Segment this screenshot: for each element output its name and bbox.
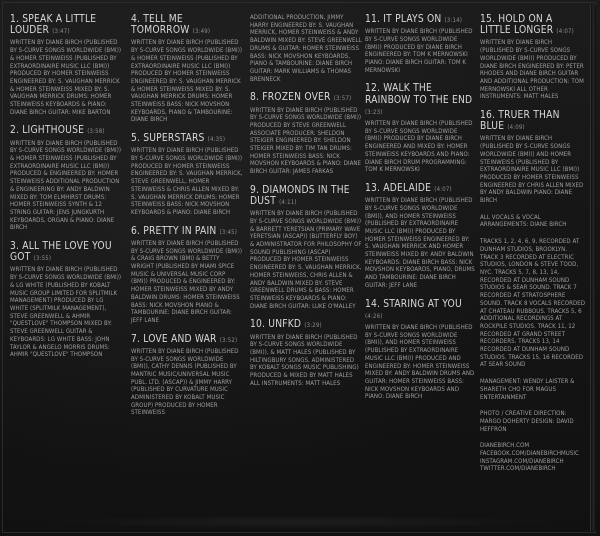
track-credits: WRITTEN BY DIANE BIRCH (PUBLISHED BY S-CURVE SONGS WORLDWIDE (BMI)) & HOMER STEINWEISS (PUBLISHED BY EXTRAORDINAIRE MUSIC LLC (BMI)) PRODUCED BY HOMER STEINWEISS ENGINEERED BY: S. VAUGHAN MERRICK & HOMER STEINWEISS MIXED BY: S. VAUGHAN MERRICK DRUMS: HOMER STEINWEISS KEYBOARDS & PIANO: DIANE BIRCH GUITAR: MIKE BARTON bbox=[10, 39, 122, 116]
credits-column-4 bbox=[365, 14, 475, 410]
track-entry bbox=[365, 14, 475, 74]
web-links: DIANEBIRCH.COM FACEBOOK.COM/DIANEBIRCHMUSIC INSTAGRAM.COM/DIANEBIRCH TWITTER.COM/DIANEBIRCH bbox=[480, 442, 579, 473]
credits-column-2 bbox=[131, 14, 243, 426]
track-title-text: 9. DIAMONDS IN THE DUST bbox=[250, 184, 350, 208]
management-credits: MANAGEMENT: WENDY LAISTER & SHARETH CHO FOR MAGUS ENTERTAINMENT bbox=[480, 378, 575, 401]
track-duration: (3:45) bbox=[219, 228, 238, 236]
track-title bbox=[131, 14, 243, 37]
track-duration: (3:58) bbox=[87, 128, 105, 136]
track-title-text: 4. TELL ME TOMORROW bbox=[131, 14, 190, 37]
track-title-text: 13. ADELAIDE bbox=[365, 182, 432, 194]
track-entry bbox=[10, 14, 122, 116]
track-duration: (4:26) bbox=[365, 312, 383, 320]
track-duration: (3:14) bbox=[444, 17, 463, 24]
track-duration: (3:52) bbox=[219, 336, 238, 344]
track-entry bbox=[10, 125, 122, 232]
general-credits bbox=[480, 442, 586, 473]
track-title bbox=[480, 14, 586, 37]
track-title bbox=[131, 133, 243, 145]
track-duration: (4:09) bbox=[507, 124, 525, 132]
scuff-mark bbox=[40, 515, 560, 529]
track-duration: (3:29) bbox=[304, 322, 322, 330]
track-credits: WRITTEN BY DIANE BIRCH (PUBLISHED BY S-CURVE SONGS WORLDWIDE (BMI)) & LG WHITE (PUBLISHED BY KOBALT MUSIC GROUP LIMITED FOR SPLITMILK MANAGEMENT) PRODUCED BY LG WHITE (SPLITMILK MANAGEMENT), STEVE GREENWELL & AHMIR "QUESTLOVE" THOMPSON MIXED BY: STEVE GREENWELL GUITAR & KEYBOARDS: LG WHITE BASS: JOHN TAYLOR & ANGELO MORRIS DRUMS: AHMIR "QUESTLOVE" THOMPSON bbox=[10, 266, 122, 359]
track-entry bbox=[365, 83, 475, 174]
track-title bbox=[131, 226, 243, 238]
track-title-text: 12. WALK THE RAINBOW TO THE END bbox=[365, 83, 473, 106]
track-credits: WRITTEN BY DIANE BIRCH (PUBLISHED BY S-CURVE SONGS WORLDWIDE (BMI)) PRODUCED BY STEVE GREENWELL ASSOCIATE PRODUCER: SHELDON STEIGER ENGINEERED BY: SHELDON STEIGER MIXED BY: TIM TAN DRUMS: HOMER STEINWEISS BASS: NICK MOVSHON KEYBOARDS & PIANO: DIANE BIRCH GUITAR: JAMES FARKAS bbox=[250, 106, 362, 176]
track-title-text: 5. SUPERSTARS bbox=[131, 133, 205, 145]
track-title bbox=[365, 299, 475, 322]
track-title bbox=[480, 110, 586, 133]
credits-column-3 bbox=[250, 14, 362, 397]
track-duration: (3:23) bbox=[365, 108, 383, 116]
track-credits: WRITTEN BY DIANE BIRCH (PUBLISHED BY S-CURVE SONGS WORLDWIDE (BMI)), AND HOMER STEINWEISS (PUBLISHED BY EXTRAORDINAIRE MUSIC LLC (BMI)) PRODUCED AND ENGINEERED BY: HOMER STEINWEISS MIXED BY: ANDY BALDWIN DRUMS AND GUITAR: HOMER STEINWEISS BASS: NICK MOVSHON KEYBOARDS AND PIANO: DIANE BIRCH bbox=[365, 324, 475, 401]
track-entry bbox=[365, 299, 475, 401]
track-title-text: 10. UNFKD bbox=[250, 319, 302, 331]
track-title-text: 1. SPEAK A LITTLE LOUDER bbox=[10, 14, 97, 37]
track-credits: WRITTEN BY DIANE BIRCH (PUBLISHED BY S-CURVE SONGS WORLDWIDE (BMI)), CATHY DENNIS (PUBLISHED BY MANTRIC MUSIC/UNIVERSAL MUSIC PUBL. LTD. (ASCAP)) & JIMMY HARRY (PUBLISHED BY CURVATURE MUSIC ADMINISTERED BY KOBALT MUSIC GROUP) PRODUCED BY HOMER STEINWEISS bbox=[131, 347, 239, 417]
track-entry bbox=[250, 319, 362, 387]
general-credits bbox=[480, 378, 586, 401]
track-title bbox=[250, 185, 362, 208]
track-credits: WRITTEN BY DIANE BIRCH (PUBLISHED BY S-CURVE SONGS WORLDWIDE (BMI)) & BARRETT YERETSIAN (PRIMARY WAVE YERETSIAN (ASCAP)) (BUTTERFLY BOY) & ADMINISTRATOR FOR PHILOSOPHY OF SOUND PUBLISHING (ASCAP) PRODUCED BY HOMER STEINWEISS ENGINEERED BY: S. VAUGHAN MERRICK, HOMER STEINWEISS, CHRIS ALLEN & ANDY BALDWIN MIXED BY: STEVE GREENWELL DRUMS & BASS: HOMER STEINWEISS KEYBOARDS & PIANO: DIANE BIRCH GUITAR: LUKE O'MALLEY bbox=[250, 210, 362, 310]
track-title bbox=[250, 92, 362, 104]
track-credits: WRITTEN BY DIANE BIRCH (PUBLISHED BY S-CURVE SONGS WORLDWIDE (BMI)) PRODUCED BY DIANE BIRCH ENGINEERED AND MIXED BY: HOMER STEINWEISS KEYBOARDS AND PIANO: DIANE BIRCH DRUM PROGRAMMING: TOM K MERNOWSKI bbox=[365, 120, 473, 174]
track-credits: WRITTEN BY DIANE BIRCH (PUBLISHED BY S-CURVE SONGS WORLDWIDE (BMI)), & MATT HALES (PUBLISHED BY HILTINGBURY SONGS, ADMINISTERED BY KOBALT SONGS MUSIC PUBLISHING) PRODUCED & MIXED BY MATT HALES ALL INSTRUMENTS: MATT HALES bbox=[250, 333, 359, 387]
track-title bbox=[131, 334, 243, 346]
track-duration: (4:11) bbox=[279, 199, 297, 207]
track-title bbox=[250, 319, 362, 331]
credits-column-5 bbox=[480, 14, 586, 482]
general-credits bbox=[480, 410, 586, 433]
track-entry bbox=[131, 14, 243, 124]
track-entry bbox=[131, 226, 243, 325]
track-duration: (4:07) bbox=[556, 28, 574, 36]
track-duration: (4:07) bbox=[434, 185, 452, 193]
track-entry bbox=[131, 133, 243, 217]
spine-edge bbox=[590, 5, 596, 531]
track-entry bbox=[250, 92, 362, 176]
track-credits-continued: ADDITIONAL PRODUCTION, JIMMY HARRY ENGINEERED BY: S. VAUGHAN MERRICK, HOMER STEINWEISS & ANDY BALDWIN MIXED BY: STEVE GREENWELL DRUMS & GUITAR: HOMER STEINWEISS BASS: NICK MOVSHON KEYBOARDS, PIANO & TAMBOURINE: DIANE BIRCH GUITAR: MARK WILLIAMS & THOMAS BRENNECK bbox=[250, 14, 362, 83]
track-duration: (3:57) bbox=[333, 95, 352, 103]
general-credits bbox=[480, 238, 586, 369]
track-credits: WRITTEN BY DIANE BIRCH (PUBLISHED BY S-CURVE SONGS WORLDWIDE (BMI)) PRODUCED BY HOMER STEINWEISS ENGINEERED BY: S. VAUGHAN MERRICK, STEVE GREENWELL, HOMER STEINWEISS & CHRIS ALLEN MIXED BY: S. VAUGHAN MERRICK DRUMS: HOMER STEINWEISS BASS: NICK MOVSHON KEYBOARDS & PIANO: DIANE BIRCH bbox=[131, 147, 243, 216]
track-entry bbox=[10, 241, 122, 359]
track-entry bbox=[250, 185, 362, 311]
track-title-text: 3. ALL THE LOVE YOU GOT bbox=[10, 241, 112, 264]
track-credits: WRITTEN BY DIANE BIRCH (PUBLISHED BY S-CURVE SONGS WORLDWIDE (BMI)) & HOMER STEINWEISS (PUBLISHED BY EXTRAORDINAIRE MUSIC LLC (BMI)) PRODUCED & ENGINEERED BY: HOMER STEINWEISS ADDITIONAL PRODUCTION & ENGINEERING BY: ANDY BALDWIN MIXED BY: TOM ELMHIRST DRUMS: HOMER STEINWEISS SYNTH & 12 STRING GUITAR: JENS JUNGKURTH KEYBOARDS, ORGAN & PIANO: DIANE BIRCH bbox=[10, 139, 122, 232]
track-title-text: 11. IT PLAYS ON bbox=[365, 14, 442, 25]
track-title bbox=[10, 241, 122, 264]
track-credits: WRITTEN BY DIANE BIRCH (PUBLISHED BY S-CURVE SONGS WORLDWIDE (BMI)) PRODUCED BY DIANE BIRCH ENGINEERED BY: PETER RHODES AND DIANE BIRCH GUITAR AND ADDITIONAL PRODUCTION: TOM MERNOWSKI ALL OTHER INSTRUMENTS: MATT HALES bbox=[480, 39, 584, 101]
track-title-text: 6. PRETTY IN PAIN bbox=[131, 225, 217, 237]
track-credits: WRITTEN BY DIANE BIRCH (PUBLISHED BY S-CURVE SONGS WORLDWIDE (BMI)) AND HOMER STEINWEISS (PUBLISHED BY EXTRAORDINAIRE MUSIC LLC (BMI)) PRODUCED BY HOMER STEINWEISS ENGINEERED BY CHRIS ALLEN MIXED BY ANDY BALDWIN PIANO: DIANE BIRCH bbox=[480, 135, 584, 205]
design-credits: PHOTO / CREATIVE DIRECTION: MARGO DOHERTY DESIGN: DAVID HEFFRON bbox=[480, 410, 574, 433]
track-duration: (4:35) bbox=[207, 136, 226, 144]
track-credits: WRITTEN BY DIANE BIRCH (PUBLISHED BY S-CURVE SONGS WORLDWIDE (BMI)) & HOMER STEINWEISS (PUBLISHED BY EXTRAORDINAIRE MUSIC LLC (BMI)) PRODUCED BY HOMER STEINWEISS ENGINEERED BY: S. VAUGHAN MERRICK & HOMER STEINWEISS MIXED BY: S. VAUGHAN MERRICK DRUMS: HOMER STEINWEISS BASS: NICK MOVSHON KEYBOARDS, PIANO & TAMBOURINE: DIANE BIRCH bbox=[131, 39, 243, 124]
track-entry bbox=[365, 183, 475, 290]
track-entry bbox=[131, 334, 243, 418]
recording-credits: TRACKS 1, 2, 4, 6, 9, RECORDED AT DUNHAM STUDIOS, BROOKLYN. TRACK 3 RECORDED AT ELECTRIC STUDIOS, LONDON & STEVE TOOD, NYC. TRACKS 5, 7, 8, 13, 14, RECORDED AT DUNHAM SOUND STUDIOS & SEAR SOUND. TRACK 7 RECORDED AT STRATOSPHERE SOUND. TRACK 8 VOCALS RECORDED AT CHATEAU RUBBOUS. TRACKS 5, 6 ADDITIONAL RECORDINGS AT ROCKPILE STUDIOS. TRACK 11, 12 RECORDED AT GRAND STREET RECORDERS. TRACKS 13, 14 RECORDED AT DUNHAM SOUND STUDIOS. TRACKS 15, 16 RECORDED AT SEAR SOUND bbox=[480, 238, 585, 369]
track-entry bbox=[480, 110, 586, 205]
track-credits: WRITTEN BY DIANE BIRCH (PUBLISHED BY S-CURVE SONGS WORLDWIDE (BMI)), AND HOMER STEINWEISS (PUBLISHED BY EXTRAORDINAIRE MUSIC LLC (BMI)) PRODUCED BY HOMER STEINWEISS ENGINEERED BY: S. VAUGHAN MERRICK AND HOMER STEINWEISS MIXED BY: ANDY BALDWIN KEYBOARDS: DIANE BIRCH BASS: NICK MOVSHON KEYBOARDS, PIANO, DRUMS AND TAMBOURINE: DIANE BIRCH GUITAR: JEFF LANE bbox=[365, 197, 475, 289]
track-duration: (3:55) bbox=[33, 255, 52, 263]
credits-column-1 bbox=[10, 14, 122, 368]
track-duration: (3:47) bbox=[52, 28, 70, 36]
track-duration: (3:49) bbox=[192, 28, 211, 36]
track-title bbox=[10, 14, 122, 37]
track-title bbox=[365, 83, 475, 118]
track-entry bbox=[480, 14, 586, 101]
track-title-text: 15. HOLD ON A LITTLE LONGER bbox=[480, 14, 554, 37]
track-title bbox=[365, 14, 475, 26]
track-entry bbox=[250, 14, 362, 83]
track-title bbox=[365, 183, 475, 195]
track-title-text: 16. TRUER THAN BLUE bbox=[480, 110, 560, 133]
track-credits: WRITTEN BY DIANE BIRCH (PUBLISHED BY S-CURVE SONGS WORLDWIDE (BMI)) & CRAIG BROWN (BMI) & BETTY WRIGHT (PUBLISHED BY MIAMI SPICE MUSIC & UNIVERSAL MUSIC CORP (BMI)) PRODUCED & ENGINEERED BY: HOMER STEINWEISS MIXED BY ANDY BALDWIN DRUMS: HOMER STEINWEISS BASS: NICK MOVSHON PIANO & TAMBOURINE: DIANE BIRCH GUITAR: JEFF LANE bbox=[131, 239, 243, 324]
track-credits: WRITTEN BY DIANE BIRCH (PUBLISHED BY S-CURVE SONGS WORLDWIDE (BMI)) PRODUCED BY DIANE BIRCH ENGINEERED BY: TOM K MERNOWSKI PIANO: DIANE BIRCH GUITAR: TOM K MERNOWSKI bbox=[365, 28, 473, 74]
track-title-text: 2. LIGHTHOUSE bbox=[10, 125, 85, 137]
track-title-text: 14. STARING AT YOU bbox=[365, 298, 462, 310]
track-title bbox=[10, 125, 122, 137]
general-credits bbox=[480, 214, 586, 229]
vocal-credits: ALL VOCALS & VOCAL ARRANGEMENTS: DIANE BIRCH bbox=[480, 213, 567, 229]
track-title-text: 7. LOVE AND WAR bbox=[131, 333, 217, 345]
track-title-text: 8. FROZEN OVER bbox=[250, 92, 331, 104]
